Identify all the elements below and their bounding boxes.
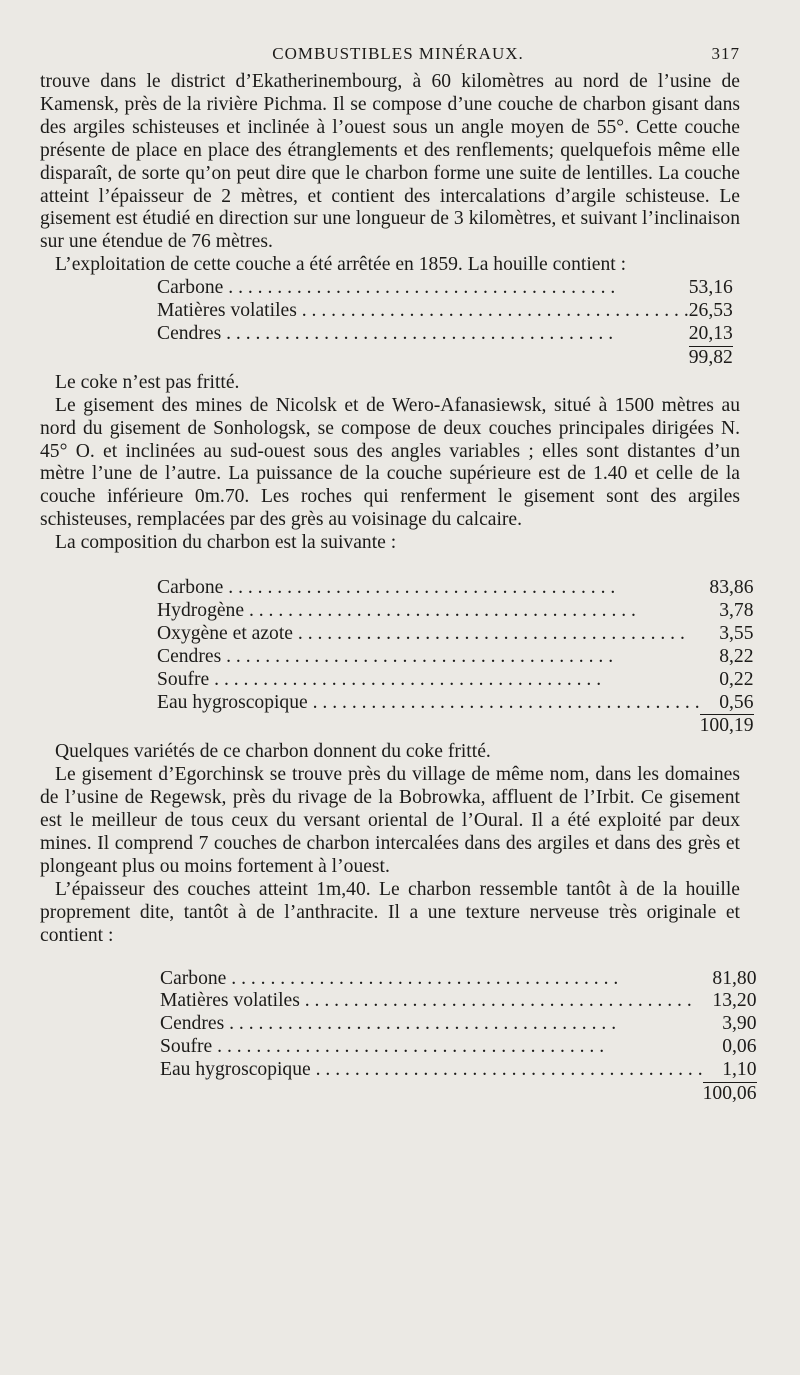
component-value: 83,86 (709, 577, 754, 599)
paragraph-exploitation: L’exploitation de cette couche a été arrêtée en 1859. La houille contient : (55, 254, 627, 276)
component-name: Carbone (160, 967, 227, 989)
component-name: Cendres (157, 645, 222, 667)
dot-leader: . . . . . . . . . . . . . . . . . . . . . . . . . . . . . . . . . . . . . . . . (212, 1036, 605, 1058)
dot-leader: . . . . . . . . . . . . . . . . . . . . . . . . . . . . . . . . . . . . . . . . (209, 668, 602, 690)
total-value: 100,06 (702, 1083, 757, 1105)
component-name: Soufre (157, 668, 210, 690)
component-label (157, 600, 700, 623)
component-value: 20,13 (688, 322, 733, 344)
component-value: 0,56 (719, 691, 754, 713)
composition-row (157, 300, 733, 323)
composition-table-3 (160, 968, 757, 1106)
component-label (157, 623, 700, 646)
dot-leader: . . . . . . . . . . . . . . . . . . . . . . . . . . . . . . . . . . . . . . . . (223, 277, 616, 299)
component-label (157, 669, 700, 692)
component-value: 13,20 (712, 990, 757, 1012)
dot-leader: . . . . . . . . . . . . . . . . . . . . . . . . . . . . . . . . . . . . . . . . (226, 967, 619, 989)
component-label (157, 577, 700, 600)
composition-row (157, 692, 754, 715)
composition-table-2 (157, 577, 754, 738)
component-value: 81,80 (712, 967, 757, 989)
component-name: Eau hygroscopique (157, 691, 308, 713)
total-value: 99,82 (688, 346, 733, 368)
component-label (160, 1059, 703, 1082)
composition-row (160, 968, 757, 991)
component-value: 3,78 (719, 599, 754, 621)
component-label (157, 692, 700, 715)
component-name: Hydrogène (157, 599, 245, 621)
total-value: 100,19 (699, 715, 754, 737)
paragraph-epaisseur: L’épaisseur des couches atteint 1m,40. Le charbon ressemble tantôt à de la houille proprement dite, tantôt à de l’anthracite. Il a une texture nerveuse très originale et contient : (40, 878, 740, 946)
paragraph-coke-note: Le coke n’est pas fritté. (55, 371, 240, 393)
paragraph-fritte-note: Quelques variétés de ce charbon donnent du coke fritté. (55, 741, 491, 763)
component-value: 3,90 (722, 1013, 757, 1035)
component-value: 1,10 (722, 1059, 757, 1081)
component-label (160, 990, 703, 1013)
composition-table-1 (157, 277, 733, 370)
paragraph-egorchinsk: Le gisement d’Egorchinsk se trouve près du village de même nom, dans les domaines de l’usine de Regewsk, près du rivage de la Bobrowka, affluent de l’Irbit. Ce gisement est le meilleur de tous ceux du versant oriental de l’Oural. Il a été exploité par deux mines. Il comprend 7 couches de charbon intercalées dans des argiles et dans des grès et plongeant plus ou moins fortement à l’ouest. (40, 764, 740, 877)
component-name: Cendres (160, 1013, 225, 1035)
dot-leader: . . . . . . . . . . . . . . . . . . . . . . . . . . . . . . . . . . . . . . . . (296, 300, 689, 322)
dot-leader: . . . . . . . . . . . . . . . . . . . . . . . . . . . . . . . . . . . . . . . . (221, 645, 614, 667)
composition-row (157, 577, 754, 600)
component-value: 53,16 (688, 277, 733, 299)
composition-row (157, 669, 754, 692)
dot-leader: . . . . . . . . . . . . . . . . . . . . . . . . . . . . . . . . . . . . . . . . (307, 691, 700, 713)
component-label (157, 646, 700, 669)
component-name: Carbone (157, 577, 224, 599)
total-row (160, 1083, 757, 1106)
component-label (157, 323, 689, 346)
component-label (160, 1036, 703, 1059)
component-value: 0,22 (719, 668, 754, 690)
dot-leader: . . . . . . . . . . . . . . . . . . . . . . . . . . . . . . . . . . . . . . . . (310, 1059, 703, 1081)
component-name: Matières volatiles (157, 300, 297, 322)
component-value: 8,22 (719, 645, 754, 667)
paragraph-composition-intro: La composition du charbon est la suivante : (55, 532, 397, 554)
component-label (160, 1013, 703, 1036)
component-name: Oxygène et azote (157, 622, 293, 644)
composition-row (160, 990, 757, 1013)
running-title: COMBUSTIBLES MINÉRAUX. (272, 44, 524, 63)
dot-leader: . . . . . . . . . . . . . . . . . . . . . . . . . . . . . . . . . . . . . . . . (223, 577, 616, 599)
component-name: Matières volatiles (160, 990, 300, 1012)
dot-leader: . . . . . . . . . . . . . . . . . . . . . . . . . . . . . . . . . . . . . . . . (299, 990, 692, 1012)
composition-row (160, 1059, 757, 1082)
dot-leader: . . . . . . . . . . . . . . . . . . . . . . . . . . . . . . . . . . . . . . . . (293, 622, 685, 644)
component-label (160, 968, 703, 991)
composition-row (157, 277, 733, 300)
page-number: 317 (711, 44, 740, 63)
component-value: 0,06 (722, 1036, 757, 1058)
component-label (157, 300, 689, 323)
component-name: Soufre (160, 1036, 213, 1058)
paragraph-nicolsk: Le gisement des mines de Nicolsk et de Wero-Afanasiewsk, situé à 1500 mètres au nord du gisement de Sonhologsk, se compose de deux couches principales dirigées N. 45° O. et inclinées au sud-ouest sous des angles variables ; elles sont distantes d’un mètre l’une de l’autre. La puissance de la couche supérieure est de 1.40 et celle de la couche inférieure 0m.70. Les roches qui renferment le gisement sont des argiles schisteuses, remplacées par des grès au voisinage du calcaire. (40, 394, 740, 531)
component-name: Cendres (157, 322, 222, 344)
page-body (40, 71, 757, 1106)
composition-row (160, 1036, 757, 1059)
component-label (157, 277, 689, 300)
dot-leader: . . . . . . . . . . . . . . . . . . . . . . . . . . . . . . . . . . . . . . . . (221, 322, 614, 344)
composition-row (157, 323, 733, 346)
component-name: Carbone (157, 277, 224, 299)
total-row (157, 346, 733, 369)
component-value: 26,53 (688, 300, 733, 322)
composition-row (157, 600, 754, 623)
component-value: 3,55 (719, 622, 754, 644)
paragraph-kamensk: trouve dans le district d’Ekatherinembourg, à 60 kilomètres au nord de l’usine de Kamensk, près de la rivière Pichma. Il se compose d’une couche de charbon gisant dans des argiles schisteuses et inclinée à l’ouest sous un angle moyen de 55°. Cette couche présente de place en place des étranglements et des renflements; quelquefois même elle disparaît, de sorte qu’on peut dire que le charbon forme une suite de lentilles. La couche atteint l’épaisseur de 2 mètres, et contient des intercalations d’argile schisteuse. Le gisement est étudié en direction sur une longueur de 3 kilomètres, et suivant l’inclinaison sur une étendue de 76 mètres. (40, 71, 740, 253)
total-row (157, 715, 754, 738)
composition-row (157, 646, 754, 669)
composition-row (157, 623, 754, 646)
dot-leader: . . . . . . . . . . . . . . . . . . . . . . . . . . . . . . . . . . . . . . . . (224, 1013, 617, 1035)
running-header (56, 40, 740, 68)
composition-row (160, 1013, 757, 1036)
component-name: Eau hygroscopique (160, 1059, 311, 1081)
dot-leader: . . . . . . . . . . . . . . . . . . . . . . . . . . . . . . . . . . . . . . . . (244, 599, 636, 621)
